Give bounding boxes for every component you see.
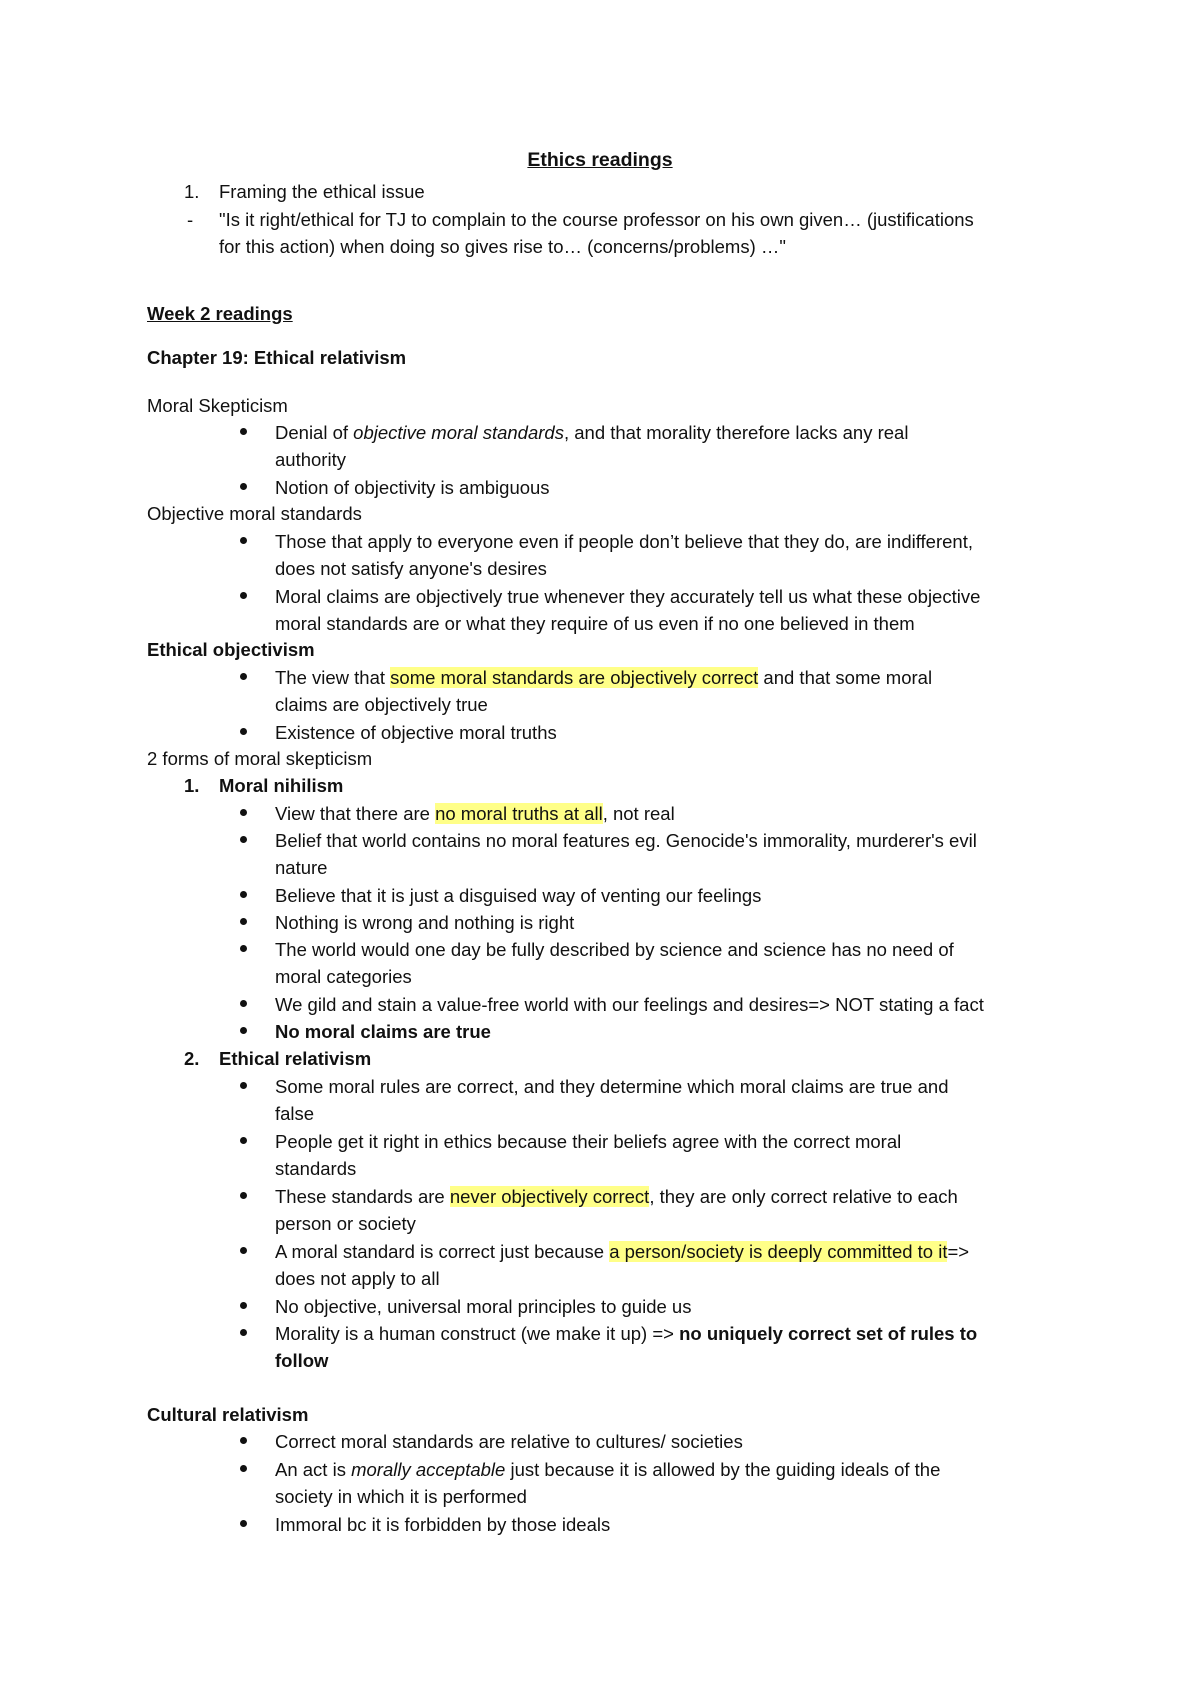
list-item: Existence of objective moral truths xyxy=(275,722,557,743)
list-item-cont: nature xyxy=(275,857,328,878)
chapter-heading: Chapter 19: Ethical relativism xyxy=(147,347,407,368)
objective-standards-heading: Objective moral standards xyxy=(147,503,362,524)
list-item: The view that some moral standards are objectively correct and that some moral xyxy=(275,667,933,688)
framing-heading: Framing the ethical issue xyxy=(219,181,425,202)
list-item-cont: moral categories xyxy=(275,966,412,987)
list-item-cont: authority xyxy=(275,449,346,470)
list-item: Immoral bc it is forbidden by those ideals xyxy=(275,1514,611,1535)
list-item: An act is morally acceptable just because it is allowed by the guiding ideals of the xyxy=(275,1459,941,1480)
bullet-icon xyxy=(240,1027,247,1034)
bullet-icon xyxy=(240,836,247,843)
relativism-heading: Ethical relativism xyxy=(219,1048,372,1069)
bullet-icon xyxy=(240,1437,247,1444)
ethical-objectivism-heading: Ethical objectivism xyxy=(147,639,315,660)
list-item: Correct moral standards are relative to cultures/ societies xyxy=(275,1431,743,1452)
list-item: The world would one day be fully described by science and science has no need of xyxy=(275,939,954,960)
bullet-icon xyxy=(240,1520,247,1527)
list-item: No moral claims are true xyxy=(275,1021,491,1042)
bullet-icon xyxy=(240,1082,247,1089)
bullet-icon xyxy=(240,673,247,680)
nihilism-number: 1. xyxy=(184,775,200,796)
list-item: Believe that it is just a disguised way of venting our feelings xyxy=(275,885,762,906)
bullet-icon xyxy=(240,1247,247,1254)
bullet-icon xyxy=(240,945,247,952)
list-item: We gild and stain a value-free world with our feelings and desires=> NOT stating a fact xyxy=(275,994,984,1015)
list-item-cont: does not apply to all xyxy=(275,1268,440,1289)
highlighted-text: some moral standards are objectively correct xyxy=(390,667,759,688)
list-item: View that there are no moral truths at all, not real xyxy=(275,803,675,824)
list-item-cont: moral standards are or what they require of us even if no one believed in them xyxy=(275,613,915,634)
bullet-icon xyxy=(240,1329,247,1336)
list-item-cont: does not satisfy anyone's desires xyxy=(275,558,547,579)
bullet-icon xyxy=(240,483,247,490)
nihilism-heading: Moral nihilism xyxy=(219,775,344,796)
list-item: Belief that world contains no moral features eg. Genocide's immorality, murderer's evil xyxy=(275,830,977,851)
bullet-icon xyxy=(240,809,247,816)
bullet-icon xyxy=(240,1192,247,1199)
list-item: People get it right in ethics because their beliefs agree with the correct moral xyxy=(275,1131,902,1152)
framing-number: 1. xyxy=(184,181,200,202)
framing-quote-line2: for this action) when doing so gives rise to… (concerns/problems) …" xyxy=(219,236,786,257)
list-item-cont: claims are objectively true xyxy=(275,694,488,715)
highlighted-text: a person/society is deeply committed to it xyxy=(609,1241,948,1262)
bullet-icon xyxy=(240,1000,247,1007)
list-item: No objective, universal moral principles to guide us xyxy=(275,1296,692,1317)
bullet-icon xyxy=(240,1465,247,1472)
bullet-icon xyxy=(240,918,247,925)
list-item: A moral standard is correct just because a person/society is deeply committed to it=> xyxy=(275,1241,970,1262)
list-item: Denial of objective moral standards, and that morality therefore lacks any real xyxy=(275,422,909,443)
list-item: Moral claims are objectively true whenever they accurately tell us what these objective xyxy=(275,586,981,607)
page-title: Ethics readings xyxy=(527,149,673,171)
cultural-relativism-heading: Cultural relativism xyxy=(147,1404,309,1425)
list-item-cont: follow xyxy=(275,1350,329,1371)
highlighted-text: never objectively correct xyxy=(449,1186,650,1207)
framing-dash: - xyxy=(187,209,194,230)
two-forms-heading: 2 forms of moral skepticism xyxy=(147,748,373,769)
bullet-icon xyxy=(240,1302,247,1309)
bullet-icon xyxy=(240,428,247,435)
list-item-cont: false xyxy=(275,1103,315,1124)
list-item-cont: standards xyxy=(275,1158,357,1179)
highlighted-text: no moral truths at all xyxy=(435,803,603,824)
list-item: Morality is a human construct (we make it up) => no uniquely correct set of rules to xyxy=(275,1323,978,1344)
list-item: These standards are never objectively correct, they are only correct relative to each xyxy=(275,1186,958,1207)
framing-quote-line1: "Is it right/ethical for TJ to complain to the course professor on his own given… (justifications xyxy=(219,209,974,230)
bullet-icon xyxy=(240,537,247,544)
week-heading: Week 2 readings xyxy=(147,303,293,324)
list-item: Some moral rules are correct, and they determine which moral claims are true and xyxy=(275,1076,949,1097)
relativism-number: 2. xyxy=(184,1048,200,1069)
list-item-cont: person or society xyxy=(275,1213,416,1234)
bullet-icon xyxy=(240,728,247,735)
list-item: Those that apply to everyone even if people don’t believe that they do, are indifferent, xyxy=(275,531,973,552)
list-item: Notion of objectivity is ambiguous xyxy=(275,477,550,498)
list-item-cont: society in which it is performed xyxy=(275,1486,527,1507)
list-item: Nothing is wrong and nothing is right xyxy=(275,912,575,933)
bullet-icon xyxy=(240,592,247,599)
bullet-icon xyxy=(240,891,247,898)
moral-skepticism-heading: Moral Skepticism xyxy=(147,395,288,416)
bullet-icon xyxy=(240,1137,247,1144)
